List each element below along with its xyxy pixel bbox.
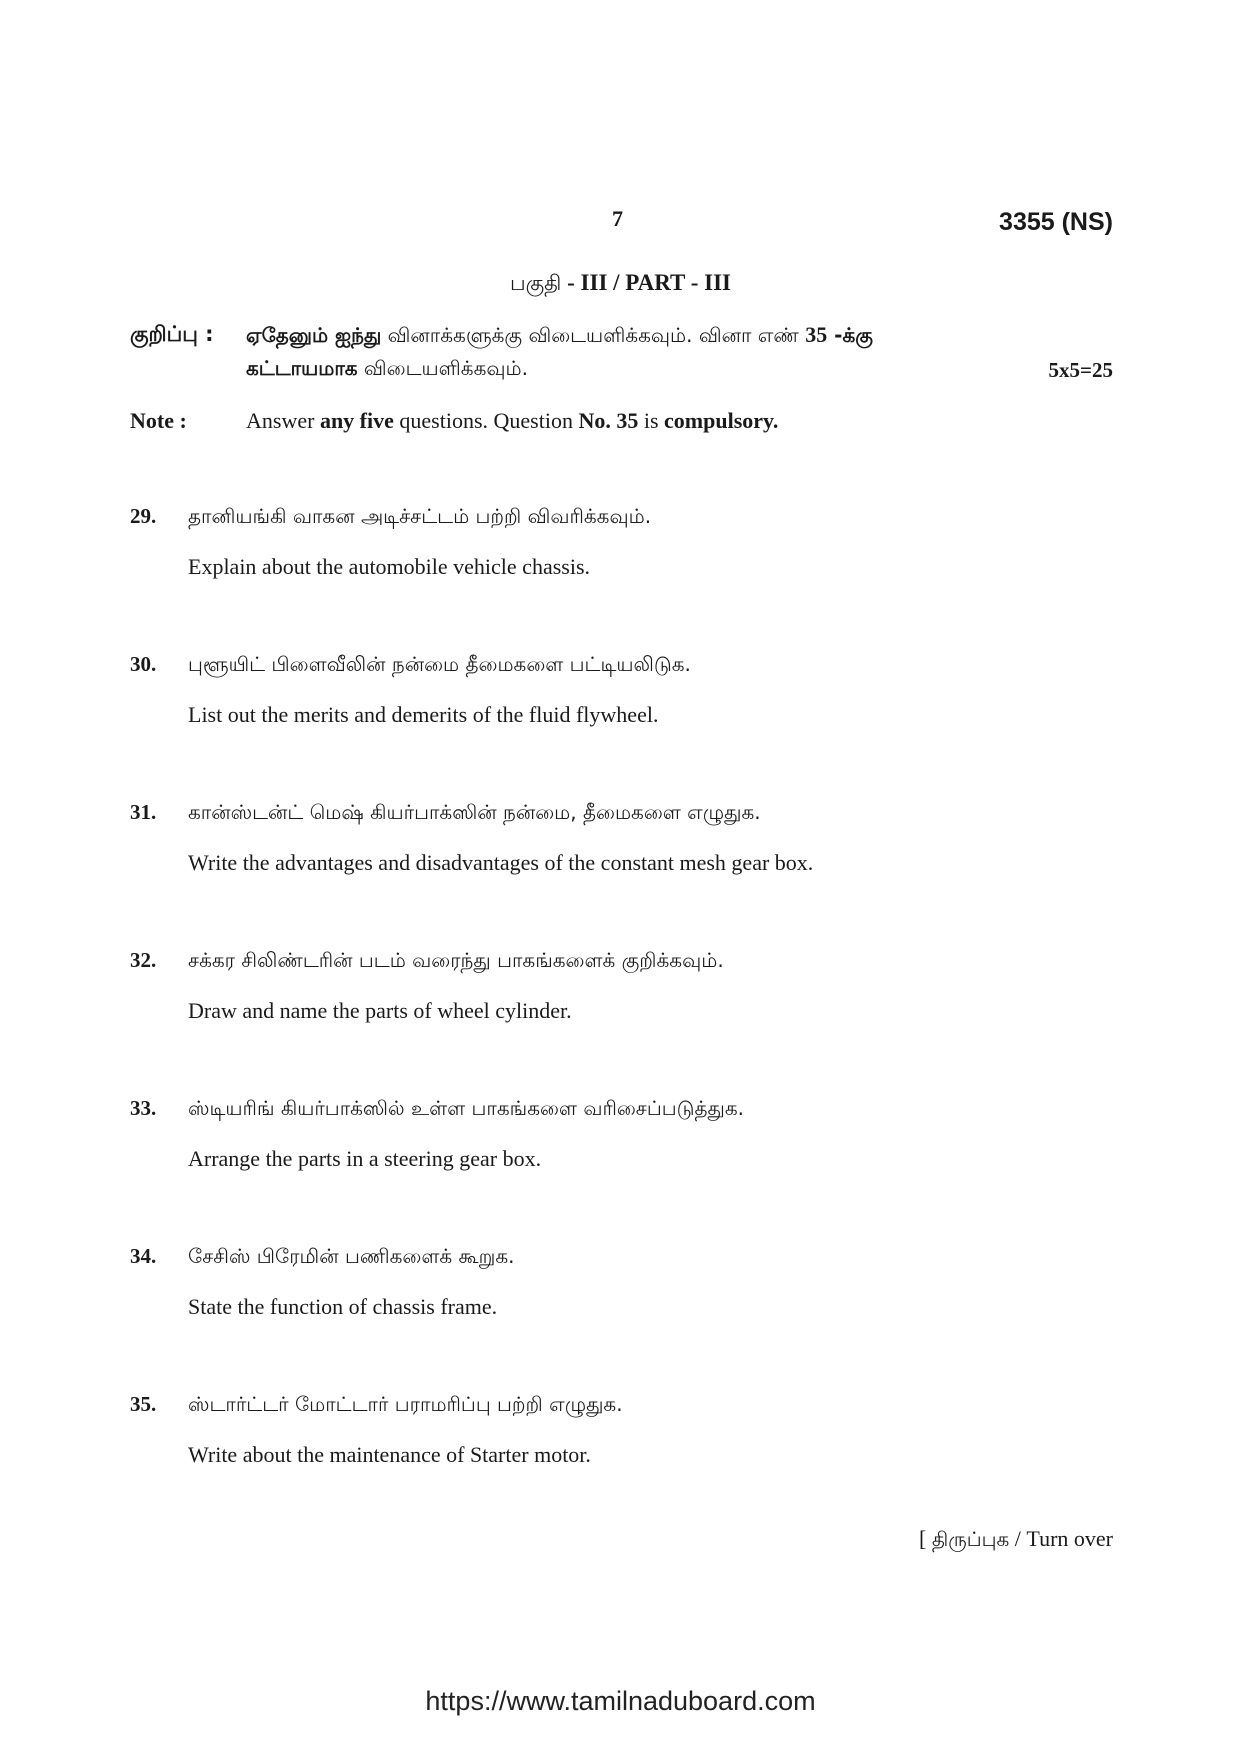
note-english-b2: No. 35 (578, 408, 639, 433)
question-english: Explain about the automobile vehicle chassis. (188, 554, 591, 579)
question-number: 33. (130, 1096, 157, 1120)
question-tamil: சேசிஸ் பிரேமின் பணிகளைக் கூறுக. (188, 1244, 515, 1268)
question-english: Draw and name the parts of wheel cylinder. (188, 998, 572, 1023)
note-english-t2: questions. Question (393, 408, 579, 433)
note-tamil-bold-suffix: -க்கு (827, 323, 873, 347)
part-heading-english: - III / PART - III (561, 270, 731, 295)
turn-over-bracket: [ (918, 1526, 932, 1551)
question-english: Write the advantages and disadvantages of the constant mesh gear box. (188, 850, 814, 875)
note-english-t3: is (638, 408, 665, 433)
question-number: 32. (130, 948, 157, 972)
question-english: Arrange the parts in a steering gear box. (188, 1146, 542, 1171)
note-tamil-label: குறிப்பு : (130, 322, 214, 346)
question-tamil: கான்ஸ்டன்ட் மெஷ் கியர்பாக்ஸின் நன்மை, தீமைகளை எழுதுக. (188, 800, 761, 824)
question-number: 30. (130, 652, 157, 676)
note-tamil-text-2: விடையளிக்கவும். (357, 356, 528, 380)
note-tamil-line-1 (246, 322, 873, 350)
note-english-t1: Answer (246, 408, 320, 433)
question-number: 34. (130, 1244, 157, 1268)
question-number: 35. (130, 1392, 157, 1416)
turn-over-tamil: திருப்புக (931, 1527, 1010, 1551)
note-tamil-bold-any-five: ஏதேனும் ஐந்து (246, 323, 382, 347)
note-english-b1: any five (319, 408, 394, 433)
question-number: 31. (130, 800, 157, 824)
question-tamil: புளூயிட் பிளைவீலின் நன்மை தீமைகளை பட்டியலிடுக. (188, 652, 691, 676)
question-number: 29. (130, 504, 157, 528)
question-english: List out the merits and demerits of the fluid flywheel. (188, 702, 659, 727)
note-english-b3: compulsory. (664, 408, 779, 433)
question-english: Write about the maintenance of Starter motor. (188, 1442, 591, 1467)
note-english-text (246, 408, 778, 434)
note-tamil-line-2 (246, 356, 528, 383)
page-number: 7 (612, 206, 623, 231)
paper-code: 3355 (NS) (999, 208, 1113, 236)
note-english-label: Note : (130, 408, 187, 433)
note-tamil-text-1: வினாக்களுக்கு விடையளிக்கவும். வினா எண் (381, 323, 806, 347)
turn-over-english: / Turn over (1009, 1526, 1113, 1551)
footer-url: https://www.tamilnaduboard.com (425, 1686, 816, 1716)
part-heading (0, 270, 1241, 298)
part-heading-tamil: பகுதி (510, 271, 562, 295)
question-tamil: தானியங்கி வாகன அடிச்சட்டம் பற்றி விவரிக்கவும். (188, 504, 652, 528)
question-tamil: ஸ்டார்ட்டர் மோட்டார் பராமரிப்பு பற்றி எழுதுக. (188, 1392, 623, 1416)
note-tamil-question-number: 35 (805, 322, 828, 347)
marks-allocation: 5x5=25 (1048, 358, 1113, 382)
question-english: State the function of chassis frame. (188, 1294, 498, 1319)
question-tamil: ஸ்டியரிங் கியர்பாக்ஸில் உள்ள பாகங்களை வரிசைப்படுத்துக. (188, 1096, 744, 1120)
turn-over-note (919, 1526, 1113, 1554)
question-tamil: சக்கர சிலிண்டரின் படம் வரைந்து பாகங்களைக் குறிக்கவும். (188, 948, 724, 972)
note-tamil-bold-compulsory: கட்டாயமாக (246, 356, 358, 380)
